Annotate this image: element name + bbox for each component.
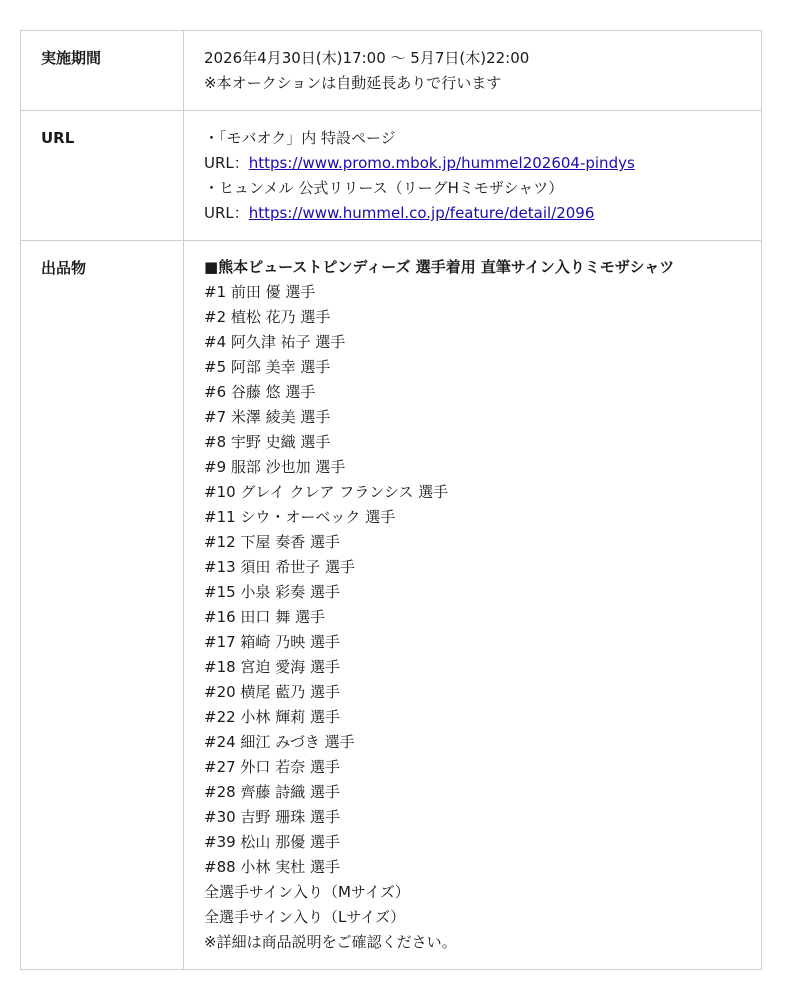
list-item: #7 米澤 綾美 選手 (204, 408, 331, 426)
mbok-url-line (204, 151, 741, 176)
items-label: 出品物 (41, 259, 87, 277)
hummel-release-link[interactable]: https://www.hummel.co.jp/feature/detail/2096 (248, 204, 595, 222)
items-label-cell (21, 241, 184, 970)
list-item: #11 シウ・オーベック 選手 (204, 508, 396, 526)
hummel-release-caption: ・ヒュンメル 公式リリース（リーグHミモザシャツ） (204, 179, 564, 197)
list-item: #22 小林 輝莉 選手 (204, 708, 340, 726)
url-prefix: URL： (204, 154, 249, 172)
url-value-cell (184, 111, 762, 241)
url-label: URL (41, 129, 75, 147)
period-dates: 2026年4月30日(木)17:00 〜 5月7日(木)22:00 (204, 49, 530, 67)
list-item: #24 細江 みづき 選手 (204, 733, 355, 751)
list-item: #4 阿久津 祐子 選手 (204, 333, 346, 351)
list-item: #5 阿部 美幸 選手 (204, 358, 331, 376)
list-item: #1 前田 優 選手 (204, 283, 316, 301)
auction-info-table (20, 30, 762, 970)
list-item: #18 宮迫 愛海 選手 (204, 658, 340, 676)
list-item: #2 植松 花乃 選手 (204, 308, 331, 326)
mbok-special-page-link[interactable]: https://www.promo.mbok.jp/hummel202604-pindys (248, 154, 635, 172)
mbok-page-caption: ・「モバオク」内 特設ページ (204, 129, 396, 147)
items-value-cell (184, 241, 762, 970)
period-note: ※本オークションは自動延長ありで行います (204, 74, 502, 92)
list-item: #30 吉野 珊珠 選手 (204, 808, 340, 826)
period-label: 実施期間 (41, 49, 102, 67)
list-item: #6 谷藤 悠 選手 (204, 383, 316, 401)
list-item: #39 松山 那優 選手 (204, 833, 340, 851)
list-item: #12 下屋 奏香 選手 (204, 533, 340, 551)
list-item: #9 服部 沙也加 選手 (204, 458, 346, 476)
period-label-cell (21, 31, 184, 111)
list-item: #13 須田 希世子 選手 (204, 558, 355, 576)
list-item: #15 小泉 彩奏 選手 (204, 583, 340, 601)
list-item: #10 グレイ クレア フランシス 選手 (204, 483, 449, 501)
list-item: 全選手サイン入り（Lサイズ） (204, 908, 406, 926)
url-row (21, 111, 762, 241)
url-prefix: URL： (204, 204, 249, 222)
list-item: #20 横尾 藍乃 選手 (204, 683, 340, 701)
hummel-url-line (204, 201, 741, 226)
list-item: #88 小林 実杜 選手 (204, 858, 340, 876)
list-item: #27 外口 若奈 選手 (204, 758, 340, 776)
list-item: #17 箱崎 乃映 選手 (204, 633, 340, 651)
list-item: 全選手サイン入り（Mサイズ） (204, 883, 410, 901)
list-item: #8 宇野 史織 選手 (204, 433, 331, 451)
list-item: #16 田口 舞 選手 (204, 608, 325, 626)
period-value-cell (184, 31, 762, 111)
period-row (21, 31, 762, 111)
items-row (21, 241, 762, 970)
items-heading: ■熊本ピューストピンディーズ 選手着用 直筆サイン入りミモザシャツ (204, 258, 675, 276)
list-item: ※詳細は商品説明をご確認ください。 (204, 933, 457, 951)
list-item: #28 齊藤 詩織 選手 (204, 783, 340, 801)
url-label-cell (21, 111, 184, 241)
